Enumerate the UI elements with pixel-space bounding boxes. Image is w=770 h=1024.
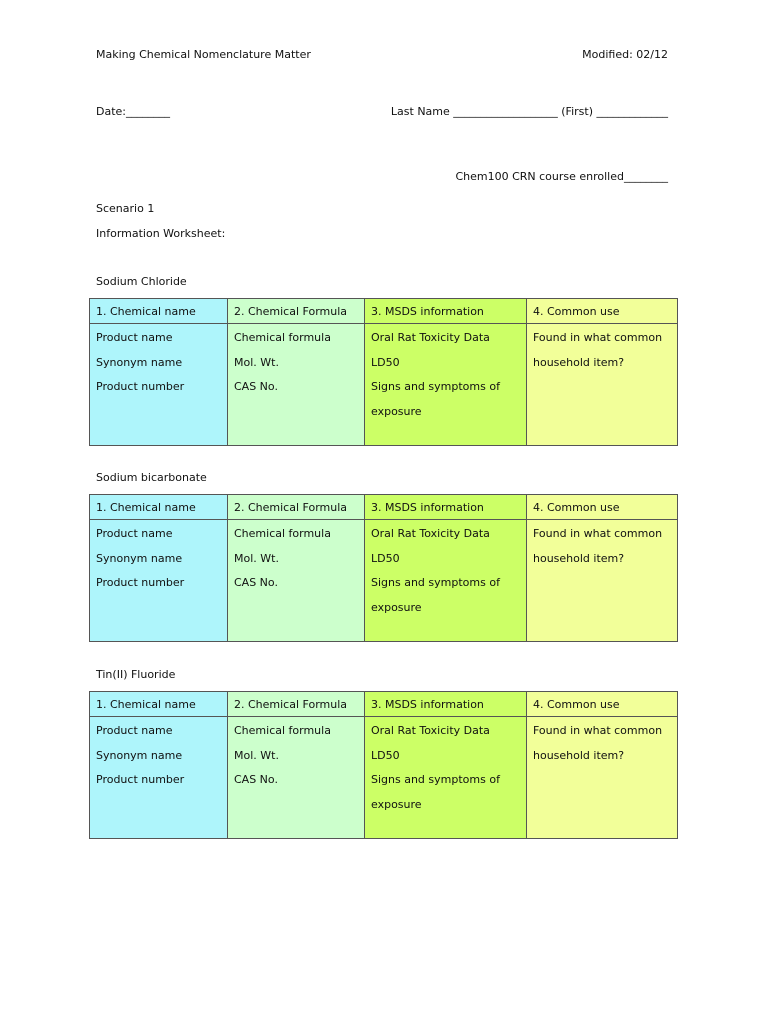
cell-line: CAS No.: [234, 576, 278, 589]
cell-line: Chemical formula: [234, 331, 331, 344]
compound-name: Tin(II) Fluoride: [96, 668, 176, 681]
cell-line: Synonym name: [96, 748, 183, 762]
cell-line: CAS No.: [234, 773, 278, 786]
cell-line: LD50: [371, 748, 400, 762]
info-table: [89, 298, 675, 446]
cell-line: Oral Rat Toxicity Data: [371, 724, 490, 737]
compound-name: Sodium Chloride: [96, 275, 187, 288]
cell-line: Product number: [96, 773, 185, 786]
msds-info-cell: [365, 717, 527, 839]
chemical-formula-cell: [228, 520, 365, 642]
cell-line: Found in what common: [533, 724, 663, 737]
header-cell: 4. Common use: [527, 495, 678, 520]
worksheet-title: Information Worksheet:: [96, 227, 226, 240]
cell-line: Mol. Wt.: [234, 748, 279, 762]
cell-line: LD50: [371, 551, 400, 565]
cell-line: household item?: [533, 355, 625, 369]
modified-date: Modified: 02/12: [582, 48, 668, 61]
scenario-label: Scenario 1: [96, 202, 155, 215]
crn-field: Chem100 CRN course enrolled________: [455, 170, 668, 183]
cell-line: Product number: [96, 576, 185, 589]
header-cell: 4. Common use: [527, 299, 678, 324]
cell-line: Mol. Wt.: [234, 355, 279, 369]
cell-line: exposure: [371, 404, 422, 418]
cell-line: CAS No.: [234, 380, 278, 393]
cell-line: Oral Rat Toxicity Data: [371, 527, 490, 540]
document-title: Making Chemical Nomenclature Matter: [96, 48, 311, 61]
chemical-formula-cell: [228, 717, 365, 839]
table-body-row: [90, 520, 678, 642]
cell-line: Synonym name: [96, 551, 183, 565]
info-table: [89, 494, 675, 642]
cell-line: Signs and symptoms of: [371, 576, 500, 589]
header-cell: 1. Chemical name: [90, 495, 228, 520]
cell-line: Mol. Wt.: [234, 551, 279, 565]
header-cell: 3. MSDS information: [365, 495, 527, 520]
cell-line: Found in what common: [533, 527, 663, 540]
table-body-row: [90, 324, 678, 446]
cell-line: household item?: [533, 551, 625, 565]
header-cell: 1. Chemical name: [90, 299, 228, 324]
cell-line: Chemical formula: [234, 724, 331, 737]
cell-line: household item?: [533, 748, 625, 762]
cell-line: Product name: [96, 527, 173, 540]
header-cell: 2. Chemical Formula: [228, 495, 365, 520]
header-cell: 3. MSDS information: [365, 692, 527, 717]
cell-line: Synonym name: [96, 355, 183, 369]
chemical-formula-cell: [228, 324, 365, 446]
cell-line: Product name: [96, 331, 173, 344]
compound-name: Sodium bicarbonate: [96, 471, 207, 484]
name-field: Last Name ___________________ (First) _____________: [390, 105, 668, 118]
table-body-row: [90, 717, 678, 839]
common-use-cell: [527, 717, 678, 839]
cell-line: exposure: [371, 797, 422, 811]
table-header-row: [90, 299, 678, 324]
header-cell: 3. MSDS information: [365, 299, 527, 324]
common-use-cell: [527, 520, 678, 642]
msds-info-cell: [365, 324, 527, 446]
cell-line: Found in what common: [533, 331, 663, 344]
header-cell: 4. Common use: [527, 692, 678, 717]
cell-line: Signs and symptoms of: [371, 380, 500, 393]
table-header-row: [90, 692, 678, 717]
table-header-row: [90, 495, 678, 520]
info-table: [89, 691, 675, 839]
chemical-name-cell: [90, 520, 228, 642]
header-cell: 1. Chemical name: [90, 692, 228, 717]
chemical-name-cell: [90, 717, 228, 839]
cell-line: Chemical formula: [234, 527, 331, 540]
cell-line: LD50: [371, 355, 400, 369]
common-use-cell: [527, 324, 678, 446]
header-cell: 2. Chemical Formula: [228, 299, 365, 324]
chemical-name-cell: [90, 324, 228, 446]
date-field: Date:________: [96, 105, 170, 118]
cell-line: Signs and symptoms of: [371, 773, 500, 786]
msds-info-cell: [365, 520, 527, 642]
cell-line: Product name: [96, 724, 173, 737]
cell-line: Oral Rat Toxicity Data: [371, 331, 490, 344]
cell-line: Product number: [96, 380, 185, 393]
header-cell: 2. Chemical Formula: [228, 692, 365, 717]
cell-line: exposure: [371, 600, 422, 614]
